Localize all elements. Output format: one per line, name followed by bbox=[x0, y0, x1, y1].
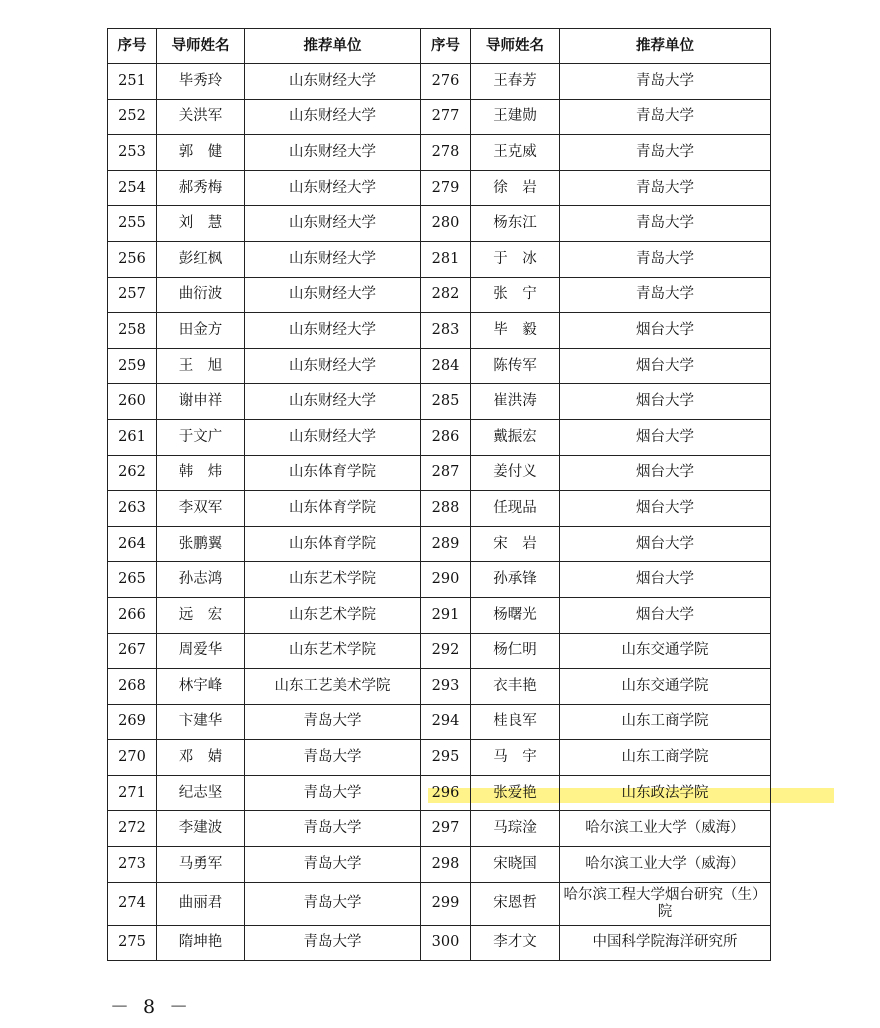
advisor-name-cell: 马 宇 bbox=[471, 740, 560, 776]
serial-cell: 287 bbox=[421, 455, 471, 491]
advisor-name-cell: 孙志鸿 bbox=[157, 562, 245, 598]
advisor-name-cell: 姜付义 bbox=[471, 455, 560, 491]
serial-cell: 286 bbox=[421, 419, 471, 455]
unit-cell: 山东交通学院 bbox=[560, 633, 771, 669]
advisor-name-cell: 曲衍波 bbox=[157, 277, 245, 313]
unit-cell: 山东财经大学 bbox=[245, 206, 421, 242]
table-row bbox=[108, 313, 771, 349]
serial-cell: 275 bbox=[108, 925, 157, 961]
advisor-name-cell: 毕 毅 bbox=[471, 313, 560, 349]
serial-cell: 281 bbox=[421, 241, 471, 277]
serial-cell: 279 bbox=[421, 170, 471, 206]
serial-cell: 280 bbox=[421, 206, 471, 242]
unit-cell: 山东财经大学 bbox=[245, 135, 421, 171]
advisor-name-cell: 王建勋 bbox=[471, 99, 560, 135]
table-row bbox=[108, 135, 771, 171]
unit-cell: 山东财经大学 bbox=[245, 241, 421, 277]
table-row bbox=[108, 64, 771, 100]
serial-cell: 262 bbox=[108, 455, 157, 491]
unit-cell: 青岛大学 bbox=[245, 925, 421, 961]
table-row bbox=[108, 669, 771, 705]
serial-cell: 268 bbox=[108, 669, 157, 705]
advisor-name-cell: 李建波 bbox=[157, 811, 245, 847]
table-row bbox=[108, 526, 771, 562]
advisor-name-cell: 毕秀玲 bbox=[157, 64, 245, 100]
advisor-name-cell: 李双军 bbox=[157, 491, 245, 527]
advisor-name-cell: 纪志坚 bbox=[157, 775, 245, 811]
table-row bbox=[108, 491, 771, 527]
unit-cell: 哈尔滨工程大学烟台研究（生）院 bbox=[560, 882, 771, 925]
table-row bbox=[108, 384, 771, 420]
unit-cell: 青岛大学 bbox=[560, 277, 771, 313]
serial-cell: 254 bbox=[108, 170, 157, 206]
unit-cell: 烟台大学 bbox=[560, 313, 771, 349]
unit-cell: 烟台大学 bbox=[560, 384, 771, 420]
table-row bbox=[108, 241, 771, 277]
unit-cell: 烟台大学 bbox=[560, 597, 771, 633]
table-row bbox=[108, 562, 771, 598]
serial-cell: 288 bbox=[421, 491, 471, 527]
advisor-name-cell: 田金方 bbox=[157, 313, 245, 349]
advisor-name-cell: 王克威 bbox=[471, 135, 560, 171]
serial-cell: 258 bbox=[108, 313, 157, 349]
unit-cell: 烟台大学 bbox=[560, 348, 771, 384]
table-row bbox=[108, 419, 771, 455]
page-number: － 8 － bbox=[110, 996, 193, 1018]
table-row bbox=[108, 597, 771, 633]
unit-cell: 山东工艺美术学院 bbox=[245, 669, 421, 705]
serial-cell: 293 bbox=[421, 669, 471, 705]
serial-cell: 299 bbox=[421, 882, 471, 925]
advisor-name-cell: 王春芳 bbox=[471, 64, 560, 100]
advisor-name-cell: 张爱艳 bbox=[471, 775, 560, 811]
serial-cell: 257 bbox=[108, 277, 157, 313]
unit-cell: 山东交通学院 bbox=[560, 669, 771, 705]
table-row bbox=[108, 455, 771, 491]
table-row bbox=[108, 847, 771, 883]
unit-cell: 青岛大学 bbox=[245, 704, 421, 740]
serial-cell: 272 bbox=[108, 811, 157, 847]
unit-cell: 山东财经大学 bbox=[245, 64, 421, 100]
unit-cell: 山东体育学院 bbox=[245, 491, 421, 527]
unit-cell: 山东工商学院 bbox=[560, 704, 771, 740]
unit-cell: 山东艺术学院 bbox=[245, 633, 421, 669]
serial-cell: 253 bbox=[108, 135, 157, 171]
advisor-name-cell: 郝秀梅 bbox=[157, 170, 245, 206]
advisor-name-cell: 曲丽君 bbox=[157, 882, 245, 925]
serial-cell: 298 bbox=[421, 847, 471, 883]
unit-cell: 山东财经大学 bbox=[245, 313, 421, 349]
unit-cell: 青岛大学 bbox=[245, 740, 421, 776]
advisor-name-cell: 陈传军 bbox=[471, 348, 560, 384]
table-body bbox=[108, 64, 771, 961]
table-row bbox=[108, 99, 771, 135]
serial-cell: 290 bbox=[421, 562, 471, 598]
serial-cell: 285 bbox=[421, 384, 471, 420]
advisor-name-cell: 彭红枫 bbox=[157, 241, 245, 277]
unit-cell: 山东财经大学 bbox=[245, 277, 421, 313]
table-row bbox=[108, 206, 771, 242]
table-row bbox=[108, 740, 771, 776]
table-row bbox=[108, 882, 771, 925]
table-row bbox=[108, 775, 771, 811]
unit-cell: 青岛大学 bbox=[560, 64, 771, 100]
serial-cell: 274 bbox=[108, 882, 157, 925]
unit-cell: 山东政法学院 bbox=[560, 775, 771, 811]
advisor-name-cell: 隋坤艳 bbox=[157, 925, 245, 961]
unit-cell: 烟台大学 bbox=[560, 562, 771, 598]
table-row bbox=[108, 277, 771, 313]
serial-cell: 259 bbox=[108, 348, 157, 384]
unit-cell: 青岛大学 bbox=[245, 775, 421, 811]
advisor-name-cell: 张鹏翼 bbox=[157, 526, 245, 562]
serial-cell: 252 bbox=[108, 99, 157, 135]
advisor-name-cell: 周爱华 bbox=[157, 633, 245, 669]
serial-cell: 295 bbox=[421, 740, 471, 776]
unit-cell: 山东艺术学院 bbox=[245, 562, 421, 598]
unit-cell: 山东财经大学 bbox=[245, 99, 421, 135]
table-row bbox=[108, 633, 771, 669]
advisor-name-cell: 韩 炜 bbox=[157, 455, 245, 491]
unit-cell: 山东体育学院 bbox=[245, 455, 421, 491]
table-row bbox=[108, 704, 771, 740]
unit-cell: 青岛大学 bbox=[245, 847, 421, 883]
unit-cell: 山东艺术学院 bbox=[245, 597, 421, 633]
unit-cell: 青岛大学 bbox=[245, 882, 421, 925]
serial-cell: 292 bbox=[421, 633, 471, 669]
unit-cell: 烟台大学 bbox=[560, 419, 771, 455]
advisor-name-cell: 于文广 bbox=[157, 419, 245, 455]
unit-cell: 山东体育学院 bbox=[245, 526, 421, 562]
unit-cell: 哈尔滨工业大学（威海） bbox=[560, 811, 771, 847]
unit-cell: 中国科学院海洋研究所 bbox=[560, 925, 771, 961]
serial-cell: 276 bbox=[421, 64, 471, 100]
serial-cell: 289 bbox=[421, 526, 471, 562]
serial-cell: 270 bbox=[108, 740, 157, 776]
serial-cell: 278 bbox=[421, 135, 471, 171]
advisor-name-cell: 谢申祥 bbox=[157, 384, 245, 420]
serial-cell: 294 bbox=[421, 704, 471, 740]
advisor-name-cell: 杨仁明 bbox=[471, 633, 560, 669]
header-serial: 序号 bbox=[108, 29, 157, 64]
advisor-name-cell: 刘 慧 bbox=[157, 206, 245, 242]
unit-cell: 烟台大学 bbox=[560, 455, 771, 491]
advisor-name-cell: 远 宏 bbox=[157, 597, 245, 633]
advisor-name-cell: 林宇峰 bbox=[157, 669, 245, 705]
serial-cell: 266 bbox=[108, 597, 157, 633]
advisor-name-cell: 徐 岩 bbox=[471, 170, 560, 206]
unit-cell: 烟台大学 bbox=[560, 526, 771, 562]
advisor-name-cell: 李才文 bbox=[471, 925, 560, 961]
unit-cell: 山东工商学院 bbox=[560, 740, 771, 776]
serial-cell: 283 bbox=[421, 313, 471, 349]
advisor-name-cell: 张 宁 bbox=[471, 277, 560, 313]
unit-cell: 青岛大学 bbox=[245, 811, 421, 847]
serial-cell: 273 bbox=[108, 847, 157, 883]
serial-cell: 255 bbox=[108, 206, 157, 242]
serial-cell: 256 bbox=[108, 241, 157, 277]
advisor-name-cell: 衣丰艳 bbox=[471, 669, 560, 705]
unit-cell: 烟台大学 bbox=[560, 491, 771, 527]
unit-cell: 山东财经大学 bbox=[245, 384, 421, 420]
table-header-row bbox=[108, 29, 771, 64]
advisor-name-cell: 戴振宏 bbox=[471, 419, 560, 455]
serial-cell: 261 bbox=[108, 419, 157, 455]
unit-cell: 山东财经大学 bbox=[245, 348, 421, 384]
advisor-name-cell: 宋 岩 bbox=[471, 526, 560, 562]
unit-cell: 青岛大学 bbox=[560, 241, 771, 277]
advisor-name-cell: 郭 健 bbox=[157, 135, 245, 171]
serial-cell: 271 bbox=[108, 775, 157, 811]
advisor-name-cell: 马勇军 bbox=[157, 847, 245, 883]
header-advisor-name: 导师姓名 bbox=[471, 29, 560, 64]
table-row bbox=[108, 170, 771, 206]
header-advisor-name: 导师姓名 bbox=[157, 29, 245, 64]
advisor-name-cell: 桂良军 bbox=[471, 704, 560, 740]
advisor-name-cell: 卞建华 bbox=[157, 704, 245, 740]
header-recommending-unit: 推荐单位 bbox=[560, 29, 771, 64]
unit-cell: 山东财经大学 bbox=[245, 419, 421, 455]
serial-cell: 267 bbox=[108, 633, 157, 669]
serial-cell: 265 bbox=[108, 562, 157, 598]
advisor-name-cell: 崔洪涛 bbox=[471, 384, 560, 420]
advisor-name-cell: 于 冰 bbox=[471, 241, 560, 277]
advisor-name-cell: 孙承锋 bbox=[471, 562, 560, 598]
header-recommending-unit: 推荐单位 bbox=[245, 29, 421, 64]
serial-cell: 297 bbox=[421, 811, 471, 847]
serial-cell: 291 bbox=[421, 597, 471, 633]
unit-cell: 青岛大学 bbox=[560, 170, 771, 206]
serial-cell: 269 bbox=[108, 704, 157, 740]
advisor-name-cell: 杨曙光 bbox=[471, 597, 560, 633]
serial-cell: 282 bbox=[421, 277, 471, 313]
unit-cell: 青岛大学 bbox=[560, 206, 771, 242]
advisor-table bbox=[107, 28, 771, 961]
table-row bbox=[108, 348, 771, 384]
unit-cell: 山东财经大学 bbox=[245, 170, 421, 206]
unit-cell: 哈尔滨工业大学（威海） bbox=[560, 847, 771, 883]
advisor-name-cell: 邓 婧 bbox=[157, 740, 245, 776]
serial-cell: 263 bbox=[108, 491, 157, 527]
serial-cell: 284 bbox=[421, 348, 471, 384]
header-serial: 序号 bbox=[421, 29, 471, 64]
serial-cell: 260 bbox=[108, 384, 157, 420]
unit-cell: 青岛大学 bbox=[560, 99, 771, 135]
unit-cell: 青岛大学 bbox=[560, 135, 771, 171]
advisor-name-cell: 马琮淦 bbox=[471, 811, 560, 847]
serial-cell: 296 bbox=[421, 775, 471, 811]
serial-cell: 264 bbox=[108, 526, 157, 562]
advisor-name-cell: 王 旭 bbox=[157, 348, 245, 384]
serial-cell: 277 bbox=[421, 99, 471, 135]
serial-cell: 251 bbox=[108, 64, 157, 100]
advisor-name-cell: 杨东江 bbox=[471, 206, 560, 242]
table-row bbox=[108, 811, 771, 847]
serial-cell: 300 bbox=[421, 925, 471, 961]
table-row bbox=[108, 925, 771, 961]
advisor-name-cell: 关洪军 bbox=[157, 99, 245, 135]
advisor-name-cell: 宋恩哲 bbox=[471, 882, 560, 925]
advisor-name-cell: 宋晓国 bbox=[471, 847, 560, 883]
advisor-name-cell: 任现品 bbox=[471, 491, 560, 527]
